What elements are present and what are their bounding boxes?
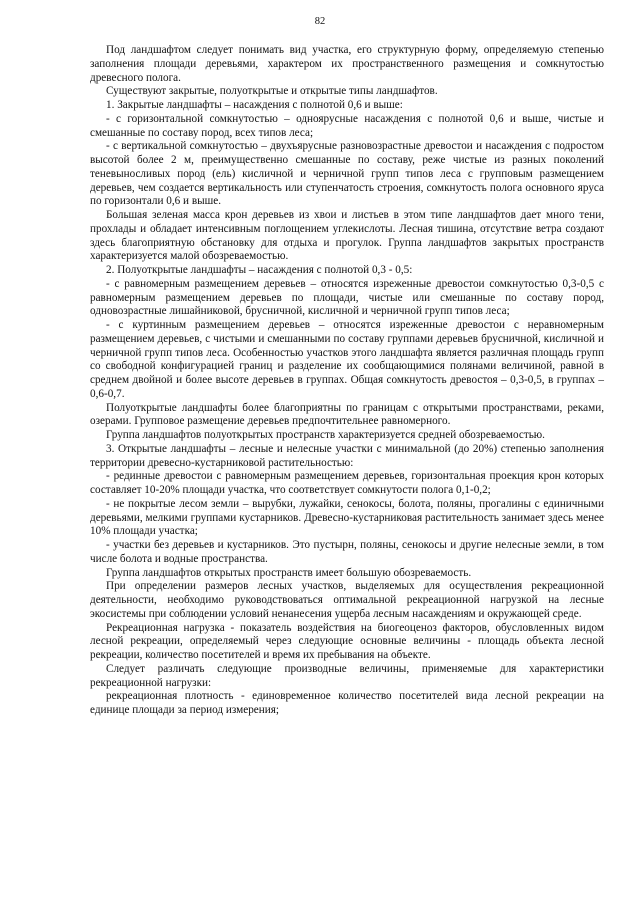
paragraph-open-heading: 3. Открытые ландшафты – лесные и нелесные участки с минимальной (до 20%) степенью заполнения территории древесно-кустарниковой растительностью:	[90, 442, 604, 469]
document-body	[90, 44, 604, 718]
paragraph-intro: Под ландшафтом следует понимать вид участка, его структурную форму, определяемую степенью заполнения площади деревьями, характером их пространственного размещения и сомкнутостью древесного полога.	[90, 44, 604, 84]
paragraph-semiopen-favorable: Полуоткрытые ландшафты более благоприятны по границам с открытыми пространствами, реками, озерами. Групповое размещение деревьев предпочтительнее равномерного.	[90, 401, 604, 428]
paragraph-semiopen-visibility: Группа ландшафтов полуоткрытых пространств характеризуется средней обозреваемостью.	[106, 429, 545, 441]
paragraph-closed-vertical: - с вертикальной сомкнутостью – двухъярусные разновозрастные древостои и насаждения с подростом высотой более 2 м, преимущественно смешанные по составу, реже чистые из разных поколений теневыносливых пород (ель) кисличной и черничной групп типов леса с групповым размещением деревьев, чем создается вертикальность или ступенчатость строения, сомкнутость полога основного яруса по горизонтали 0,6 и выше.	[90, 140, 604, 208]
paragraph-semiopen-uniform: - с равномерным размещением деревьев – относятся изреженные древостои сомкнутостью 0,3-0,5 с равномерным размещением деревьев по площади, чистые или смешанные по составу пород, одновозрастные лишайниковой, брусничной, кисличной и черничной групп типов леса;	[90, 277, 604, 318]
paragraph-types: Существуют закрытые, полуоткрытые и открытые типы ландшафтов.	[106, 85, 438, 98]
paragraph-recreation-size: При определении размеров лесных участков, выделяемых для осуществления рекреационной деятельности, необходимо руководствоваться оптимальной рекреационной нагрузкой на лесные экосистемы при соблюдении условий ненанесения ущерба лесным насаждениям и окружающей среде.	[90, 580, 604, 620]
paragraph-open-sparse: - рединные древостои с равномерным размещением деревьев, горизонтальная проекция крон которых составляет 10-20% площади участка, что соответствует сомкнутости полога 0,1-0,2;	[90, 470, 604, 496]
paragraph-semiopen-heading: 2. Полуоткрытые ландшафты – насаждения с полнотой 0,3 - 0,5:	[106, 264, 413, 276]
paragraph-recreation-density: рекреационная плотность - единовременное количество посетителей вида лесной рекреации на единице площади за период измерения;	[90, 690, 604, 716]
paragraph-derived-values: Следует различать следующие производные величины, применяемые для характеристики рекреационной нагрузки:	[90, 662, 604, 689]
paragraph-open-treeless: - участки без деревьев и кустарников. Это пустырн, поляны, сенокосы и другие нелесные земли, в том числе болота и водные пространства.	[90, 539, 604, 565]
paragraph-open-unforested: - не покрытые лесом земли – вырубки, лужайки, сенокосы, болота, поляны, прогалины с единичными деревьями, мелкими группами кустарников. Древесно-кустарниковая растительность занимает здесь менее 10% площади участка;	[90, 497, 604, 538]
paragraph-closed-heading: 1. Закрытые ландшафты – насаждения с полнотой 0,6 и выше:	[106, 99, 403, 111]
paragraph-closed-description: Большая зеленая масса крон деревьев из хвои и листьев в этом типе ландшафтов дает много тени, прохлады и обладает интенсивным поглощением углекислоты. Лесная тишина, отсутствие ветра создают здесь благоприятную обстановку для отдыха и прогулок. Группа ландшафтов закрытых пространств характеризуется малой обозреваемостью.	[90, 209, 604, 263]
paragraph-semiopen-clustered: - с куртинным размещением деревьев – относятся изреженные древостои с неравномерным размещением деревьев, с чистыми и смешанными по составу группами деревьев брусничной, кисличной и черничной групп типов леса. Особенностью участков этого ландшафта является различная площадь групп со свободной конфигурацией границ и разделение их сообщающимися полянами величиной, равной в среднем двойной и более высоте деревьев в группах. Общая сомкнутость древостоя – 0,3-0,5, в группах – 0,6-0,7.	[90, 319, 604, 400]
page-number: 82	[314, 16, 326, 27]
paragraph-closed-horizontal: - с горизонтальной сомкнутостью – одноярусные насаждения с полнотой 0,6 и выше, чистые и смешанные по составу пород, всех типов леса;	[90, 112, 604, 139]
paragraph-open-visibility: Группа ландшафтов открытых пространств имеет большую обозреваемость.	[106, 566, 472, 579]
paragraph-recreation-load: Рекреационная нагрузка - показатель воздействия на биогеоценоз факторов, обусловленных видом лесной рекреации, определяемый через следующие основные величины - площадь объекта лесной рекреации, количество посетителей и время их пребывания на объекте.	[90, 621, 604, 661]
